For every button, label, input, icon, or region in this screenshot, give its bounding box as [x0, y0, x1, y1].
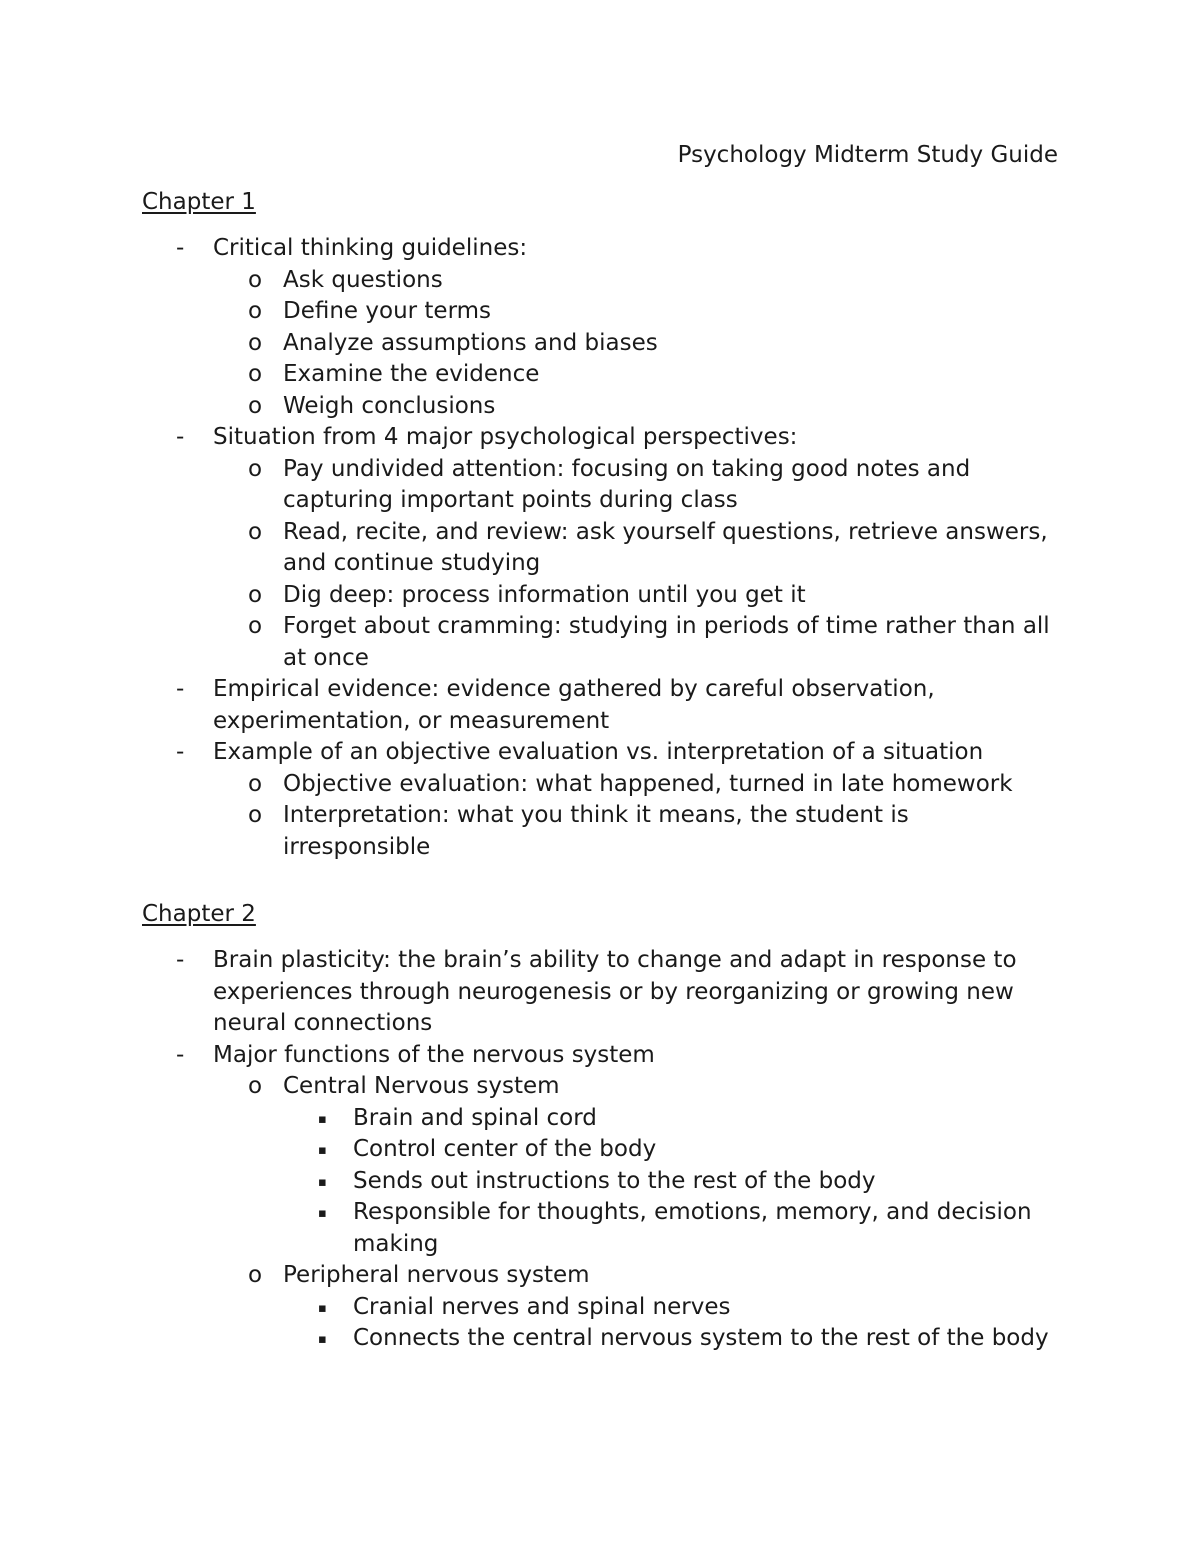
circle-bullet-icon: o — [248, 802, 263, 828]
list-item-text: Sends out instructions to the rest of the body — [353, 1167, 876, 1194]
list-item-text: Examine the evidence — [283, 361, 540, 387]
list-item — [0, 800, 1053, 863]
list-item — [0, 580, 1053, 612]
list-item-text: Dig deep: process information until you get it — [283, 581, 806, 608]
list-item-text: Example of an objective evaluation vs. interpretation of a situation — [213, 739, 984, 765]
list-item — [0, 233, 1053, 265]
chapter-2-heading: Chapter 2 — [142, 901, 256, 927]
square-bullet-icon: ▪ — [318, 1174, 327, 1190]
list-item — [0, 517, 1053, 580]
list-item-text: Pay undivided attention: focusing on taking good notes and capturing important points during class — [283, 455, 971, 513]
list-item-text: Critical thinking guidelines: — [213, 235, 528, 261]
list-item — [0, 1134, 1053, 1166]
circle-bullet-icon: o — [248, 361, 263, 387]
list-item — [0, 1323, 1053, 1355]
list-item — [0, 1103, 1053, 1135]
list-item — [0, 1260, 1053, 1292]
circle-bullet-icon: o — [248, 613, 263, 639]
dash-bullet-icon: - — [176, 235, 185, 261]
circle-bullet-icon: o — [248, 1262, 263, 1288]
list-item-text: Brain plasticity: the brain’s ability to change and adapt in response to experiences through neurogenesis or by reorganizing or growing new neural connections — [213, 947, 1017, 1036]
dash-bullet-icon: - — [176, 947, 185, 973]
list-item — [0, 454, 1053, 517]
list-item — [0, 391, 1053, 423]
list-item — [0, 1166, 1053, 1198]
list-item-text: Interpretation: what you think it means, the student is irresponsible — [283, 802, 909, 860]
list-item-text: Read, recite, and review: ask yourself questions, retrieve answers, and continue studying — [283, 518, 1048, 576]
square-bullet-icon: ▪ — [318, 1143, 327, 1158]
circle-bullet-icon: o — [248, 518, 263, 545]
list-item-text: Weigh conclusions — [283, 392, 496, 419]
list-item-text: Define your terms — [283, 298, 492, 324]
list-item — [0, 1071, 1053, 1103]
dash-bullet-icon: - — [176, 424, 185, 450]
list-item-text: Control center of the body — [353, 1136, 657, 1162]
list-item — [0, 611, 1053, 674]
circle-bullet-icon: o — [248, 455, 263, 482]
list-item — [0, 769, 1053, 801]
list-item — [0, 1040, 1053, 1072]
list-item-text: Central Nervous system — [283, 1073, 560, 1099]
circle-bullet-icon: o — [248, 266, 263, 293]
dash-bullet-icon: - — [176, 676, 185, 702]
chapter-2-notes-list — [0, 945, 1200, 1355]
list-item — [0, 1292, 1053, 1324]
list-item — [0, 1197, 1053, 1260]
square-bullet-icon: ▪ — [318, 1300, 327, 1316]
list-item — [0, 328, 1053, 360]
list-item-text: Empirical evidence: evidence gathered by careful observation, experimentation, or measurement — [213, 676, 935, 734]
list-item-text: Responsible for thoughts, emotions, memory, and decision making — [353, 1199, 1032, 1257]
circle-bullet-icon: o — [248, 581, 263, 608]
dash-bullet-icon: - — [176, 1041, 185, 1068]
circle-bullet-icon: o — [248, 1073, 263, 1099]
circle-bullet-icon: o — [248, 770, 263, 797]
page-title: Psychology Midterm Study Guide — [677, 142, 1058, 168]
list-item-text: Major functions of the nervous system — [213, 1041, 655, 1068]
list-item — [0, 674, 1053, 737]
square-bullet-icon: ▪ — [318, 1206, 327, 1221]
list-item-text: Cranial nerves and spinal nerves — [353, 1293, 731, 1320]
square-bullet-icon: ▪ — [318, 1111, 327, 1127]
circle-bullet-icon: o — [248, 298, 263, 324]
chapter-1-notes-list — [0, 233, 1200, 863]
list-item-text: Peripheral nervous system — [283, 1262, 590, 1288]
list-item — [0, 422, 1053, 454]
list-item-text: Objective evaluation: what happened, turned in late homework — [283, 770, 1013, 797]
list-item-text: Ask questions — [283, 266, 443, 293]
list-item-text: Situation from 4 major psychological perspectives: — [213, 424, 798, 450]
list-item — [0, 737, 1053, 769]
list-item-text: Brain and spinal cord — [353, 1104, 597, 1131]
list-item-text: Analyze assumptions and biases — [283, 329, 658, 356]
circle-bullet-icon: o — [248, 329, 263, 356]
dash-bullet-icon: - — [176, 739, 185, 765]
circle-bullet-icon: o — [248, 392, 263, 419]
list-item-text: Forget about cramming: studying in periods of time rather than all at once — [283, 613, 1050, 671]
list-item-text: Connects the central nervous system to the rest of the body — [353, 1325, 1049, 1351]
chapter-1-heading: Chapter 1 — [142, 189, 256, 215]
square-bullet-icon: ▪ — [318, 1332, 327, 1347]
list-item — [0, 296, 1053, 328]
list-item — [0, 265, 1053, 297]
list-item — [0, 945, 1053, 1040]
list-item — [0, 359, 1053, 391]
